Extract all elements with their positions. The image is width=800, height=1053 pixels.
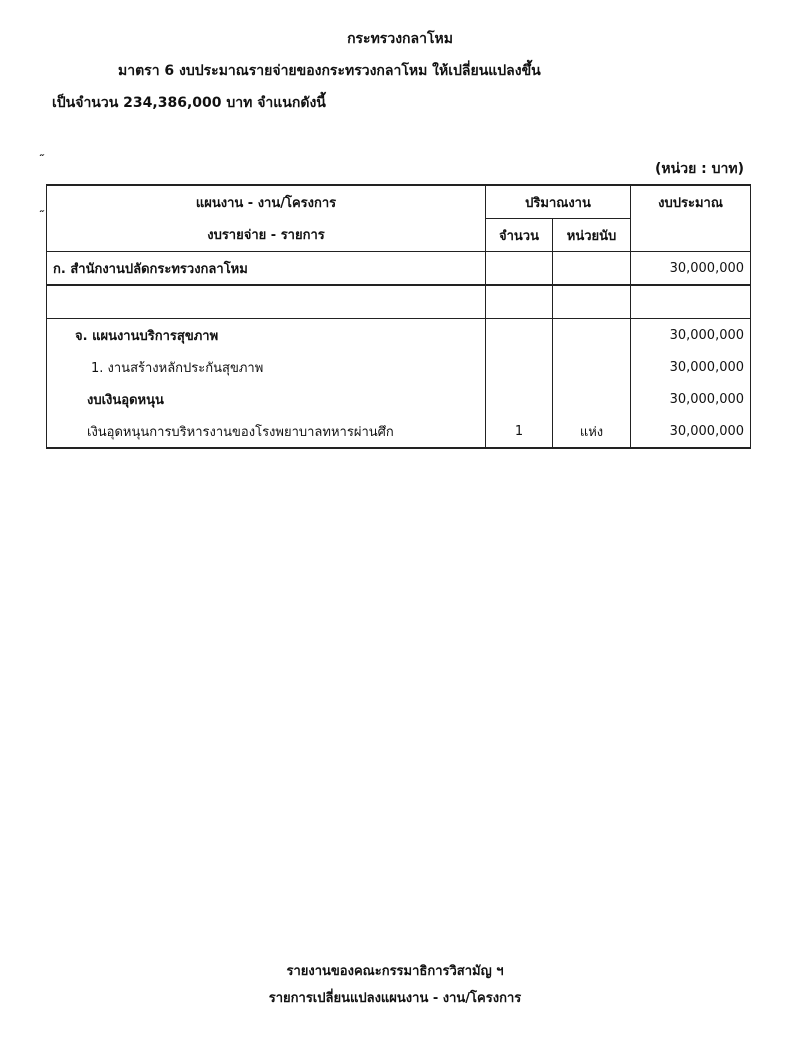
- row-unit: [553, 252, 631, 286]
- row-label: งบเงินอุดหนุน: [47, 383, 486, 415]
- table-row: [47, 383, 751, 415]
- row-unit: [553, 383, 631, 415]
- table-row: [47, 351, 751, 383]
- footer-line-2: รายการเปลี่ยนแปลงแผนงาน - งาน/โครงการ: [268, 991, 522, 1006]
- row-budget: 30,000,000: [631, 415, 751, 448]
- row-qty: 1: [486, 415, 553, 448]
- table-row: [47, 415, 751, 448]
- footer-line-1: รายงานของคณะกรรมาธิการวิสามัญ ฯ: [286, 964, 504, 979]
- row-qty: [486, 383, 553, 415]
- row-unit: [553, 319, 631, 352]
- scan-mark: ˶: [40, 146, 44, 160]
- row-label: จ. แผนงานบริการสุขภาพ: [47, 319, 486, 352]
- header-unit: หน่วยนับ: [553, 219, 631, 252]
- header-item: งบรายจ่าย - รายการ: [47, 219, 486, 252]
- header-plan: แผนงาน - งาน/โครงการ: [47, 185, 486, 219]
- table-row: [47, 319, 751, 352]
- scan-mark: ˶: [40, 202, 44, 216]
- header-quantity: ปริมาณงาน: [486, 185, 631, 219]
- row-unit: [553, 351, 631, 383]
- budget-table: [46, 184, 751, 449]
- row-label: ก. สำนักงานปลัดกระทรวงกลาโหม: [47, 252, 486, 286]
- row-qty: [486, 351, 553, 383]
- row-budget: 30,000,000: [631, 319, 751, 352]
- row-qty: [486, 319, 553, 352]
- amount-line: เป็นจำนวน 234,386,000 บาท จำแนกดังนี้: [52, 95, 326, 111]
- table-row: [47, 252, 751, 286]
- row-label: 1. งานสร้างหลักประกันสุขภาพ: [47, 351, 486, 383]
- header-budget: งบประมาณ: [631, 185, 751, 252]
- section-heading: มาตรา 6 งบประมาณรายจ่ายของกระทรวงกลาโหม ให้เปลี่ยนแปลงขึ้น: [118, 63, 541, 79]
- row-qty: [486, 252, 553, 286]
- header-amount: จำนวน: [486, 219, 553, 252]
- unit-label: (หน่วย : บาท): [655, 161, 744, 177]
- row-budget: 30,000,000: [631, 252, 751, 286]
- row-budget: 30,000,000: [631, 351, 751, 383]
- ministry-title: กระทรวงกลาโหม: [347, 31, 453, 47]
- row-label: เงินอุดหนุนการบริหารงานของโรงพยาบาลทหารผ่านศึก: [47, 415, 486, 448]
- row-budget: 30,000,000: [631, 383, 751, 415]
- row-unit: แห่ง: [553, 415, 631, 448]
